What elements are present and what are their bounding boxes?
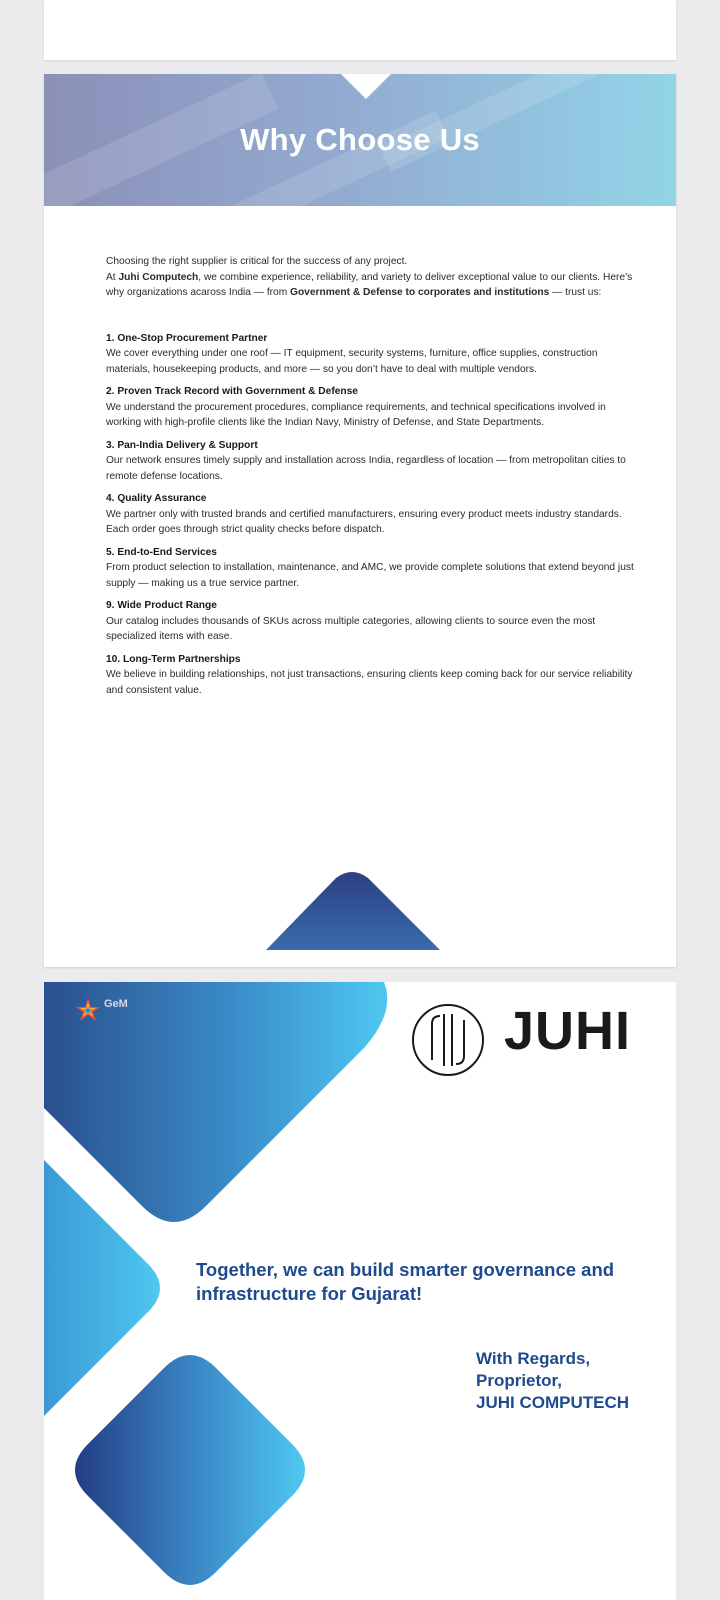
list-item <box>106 384 636 431</box>
title-line: Proprietor, <box>476 1371 562 1390</box>
tagline: Together, we can build smarter governance and infrastructure for Gujarat! <box>196 1259 615 1304</box>
title-banner <box>44 74 676 206</box>
intro-rest: , we combine experience, reliability, and variety to deliver exceptional value to our clients. Here’s why organizations acaross India — from <box>106 271 633 298</box>
intro-paragraph <box>106 254 636 301</box>
point-body: We understand the procurement procedures, compliance requirements, and technical specifications involved in working with high-profile clients like the Indian Navy, Ministry of Defense, and State Departments. <box>106 401 606 428</box>
intro-line: Choosing the right supplier is critical for the success of any project. <box>106 256 408 267</box>
point-body: From product selection to installation, maintenance, and AMC, we provide complete solutions that extend beyond just supply — making us a true service partner. <box>106 562 634 589</box>
point-title: 5. End-to-End Services <box>106 546 217 558</box>
point-body: Our catalog includes thousands of SKUs across multiple categories, allowing clients to source even the most specialized items with ease. <box>106 615 596 642</box>
clients-highlight: Government & Defense to corporates and institutions <box>290 287 550 298</box>
banner-notch <box>340 74 392 99</box>
point-title: 1. One-Stop Procurement Partner <box>106 332 268 344</box>
juhi-logo-icon <box>410 1002 486 1078</box>
gem-logo-text: GeM <box>104 998 128 1010</box>
body-text <box>106 254 636 705</box>
point-body: We partner only with trusted brands and certified manufacturers, ensuring every product meets industry standards. Each order goes through strict quality checks before dispatch. <box>106 508 622 535</box>
closing-page <box>44 982 676 1600</box>
signature-block <box>476 1348 676 1414</box>
list-item <box>106 331 636 378</box>
intro-end: — trust us: <box>549 287 602 298</box>
why-choose-us-page <box>44 74 676 967</box>
list-item <box>106 545 636 592</box>
point-title: 9. Wide Product Range <box>106 600 217 611</box>
point-body: Our network ensures timely supply and installation across India, regardless of location — from metropolitan cities to remote defense locations. <box>106 455 626 482</box>
list-item <box>106 652 636 699</box>
company-line: JUHI COMPUTECH <box>476 1393 630 1412</box>
juhi-logo-text: JUHI <box>504 1001 632 1061</box>
point-body: We believe in building relationships, not just transactions, ensuring clients keep coming back for our service reliability and consistent value. <box>106 669 633 696</box>
list-item <box>106 598 636 645</box>
list-item <box>106 491 636 538</box>
point-title: 4. Quality Assurance <box>106 493 207 504</box>
bottom-triangle-decoration <box>264 870 444 967</box>
previous-page <box>44 0 676 60</box>
page-title: Why Choose Us <box>240 122 480 157</box>
regards-line: With Regards, <box>476 1349 591 1368</box>
point-title: 3. Pan-India Delivery & Support <box>106 439 258 451</box>
list-item <box>106 438 636 485</box>
point-body: We cover everything under one roof — IT equipment, security systems, furniture, office supplies, construction materials, housekeeping products, and more — so you don’t have to deal with multiple vendors. <box>106 348 598 375</box>
intro-prefix: At <box>106 271 119 283</box>
company-name: Juhi Computech <box>118 271 199 283</box>
point-title: 2. Proven Track Record with Government & Defense <box>106 386 358 397</box>
point-title: 10. Long-Term Partnerships <box>106 653 241 665</box>
